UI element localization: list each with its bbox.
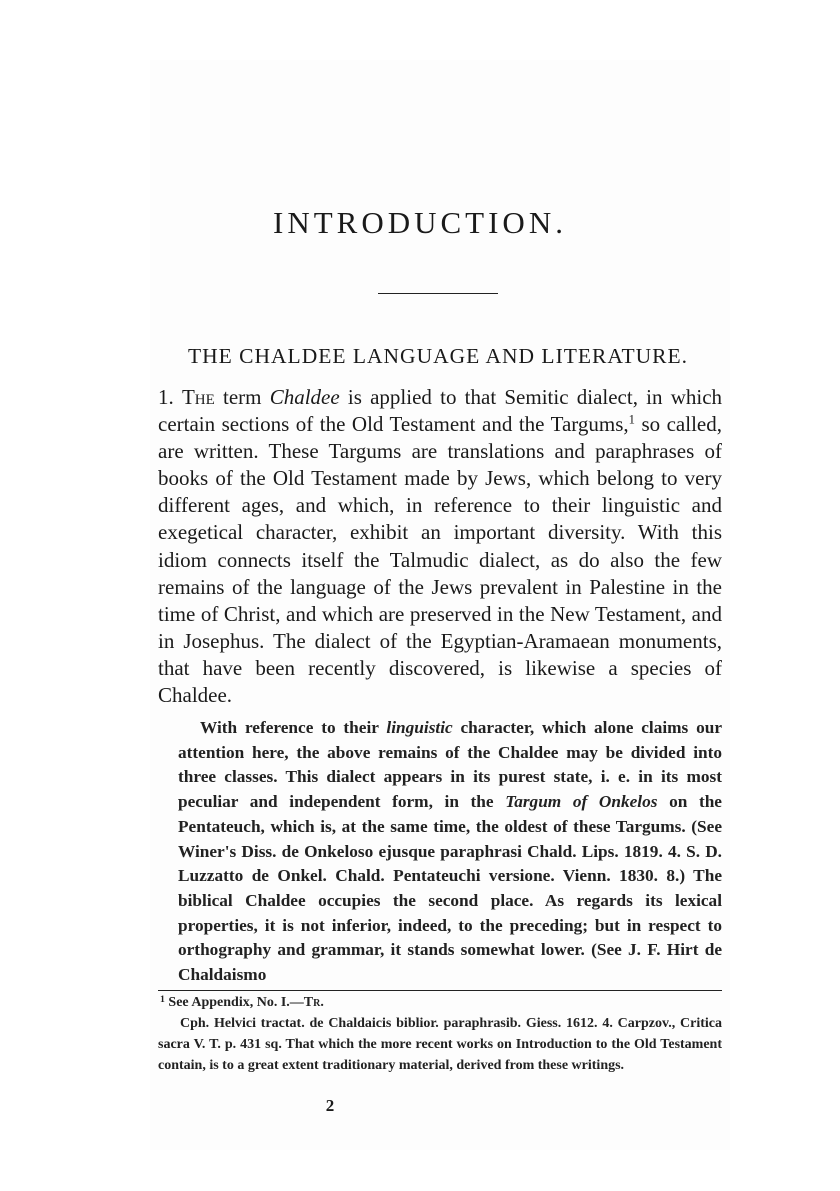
para2-text-2: character, which alone claims our attention here, the above remains of the Chaldee may be divided into three classes. This dialect appears in its purest state, i. e. in its most peculiar and independent form, in the [178,718,722,812]
para1-text-3: so called, are written. These Targums are translations and paraphrases of books of the Old Testament made by Jews, which belong to very different ages, and which, in reference to their linguistic and exegetical character, exhibit an important diversity. With this idiom connects itself the Talmudic dialect, as do also the few remains of the language of the Jews prevalent in Palestine in the time of Christ, and which are preserved in the New Testament, and in Josephus. The dialect of the Egyptian-Aramaean monuments, that have been recently discovered, is likewise a species of Chaldee. [158,412,722,708]
footnote-1-text: See Appendix, No. I.— [164,995,304,1010]
footnote-1-mark: 1 [160,994,165,1006]
para1-text-1: term [214,385,270,409]
footnotes [158,992,722,1076]
footnote-1 [158,992,722,1013]
para1-text-2: is applied to that Semitic dialect, in which certain sections of the Old Testament and the Targums, [158,385,723,437]
paragraph-1 [158,384,722,709]
term-chaldee: Chaldee [269,385,340,409]
footnote-ref[interactable]: 1 [628,412,635,427]
footnote-divider [158,990,722,991]
footnote-1-translator: Tr. [303,995,324,1010]
italic-linguistic: linguistic [386,718,453,737]
paragraph-2 [178,716,722,988]
first-word: The [181,385,215,409]
title-divider [378,293,498,294]
italic-targum-onkelos: Targum of Onkelos [505,792,658,812]
page-number: 2 [325,1096,335,1115]
paragraph-number: 1. [158,385,174,409]
footnote-2: Cph. Helvici tractat. de Chaldaicis biblior. paraphrasib. Giess. 1612. 4. Carpzov., Critica sacra V. T. p. 431 sq. That which the more recent works on Introduction to the Old Testament contain, is to a great extent traditionary material, derived from these writings. [158,1016,722,1073]
para2-text-3: on the Pentateuch, which is, at the same time, the oldest of these Targums. (See Winer's Diss. de Onkeloso ejusque paraphrasi Chald. Lips. 1819. 4. S. D. Luzzatto de Onkel. Chald. Pentateuchi versione. Vienn. 1830. 8.) The biblical Chaldee occupies the second place. As regards its lexical properties, it is not inferior, indeed, to the preceding; but in respect to orthography and grammar, it stands somewhat lower. (See J. F. Hirt de Chaldaismo [178,792,722,985]
section-heading: THE CHALDEE LANGUAGE AND LITERATURE. [188,344,688,368]
para2-text-1: With reference to their [200,718,387,737]
chapter-title: INTRODUCTION. [273,205,567,240]
